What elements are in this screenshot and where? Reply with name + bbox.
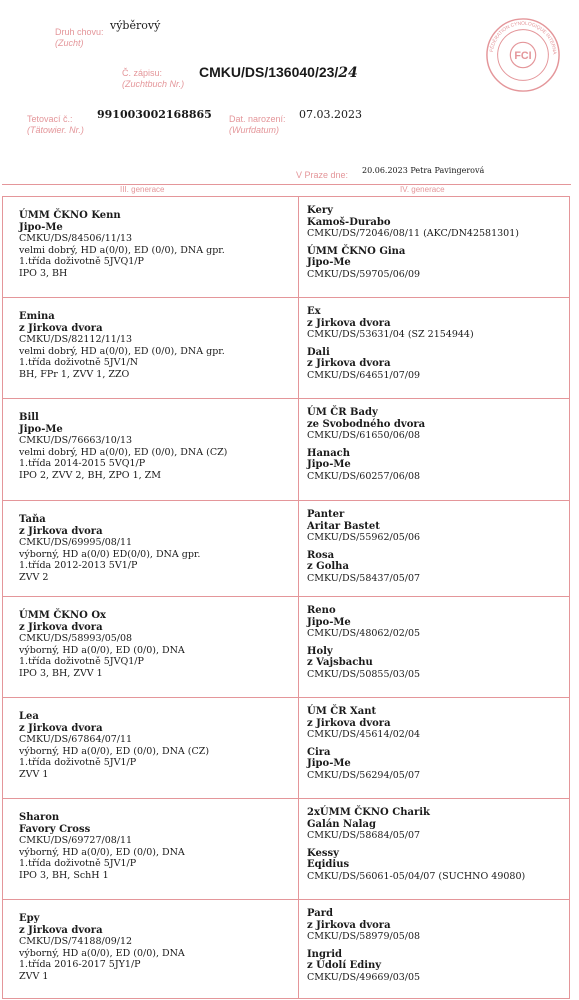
ancestor-entry (307, 306, 474, 341)
dog-detail: výborný, HD a(0/0), ED (0/0), DNA (CZ) (19, 745, 210, 757)
dog-detail: velmi dobrý, HD a(0/0), ED (0/0), DNA gpr. (19, 345, 225, 357)
dog-name: Kery (307, 205, 333, 216)
kennel-name: Aritar Bastet (307, 520, 380, 532)
dog-detail: 1.třída doživotně 5JV1/P (19, 858, 137, 869)
dog-detail: IPO 3, BH, SchH 1 (19, 869, 109, 881)
dog-detail: výborný, HD a(0/0), ED (0/0), DNA (19, 644, 185, 656)
dog-detail: IPO 3, BH (19, 267, 68, 279)
tetovaci-label: Tetovací č.: (Tätowier. Nr.) (27, 114, 84, 135)
registration-number: CMKU/DS/45614/02/04 (307, 729, 421, 740)
grid-border-left (2, 196, 3, 998)
dog-detail: IPO 2, ZVV 2, BH, ZPO 1, ZM (19, 469, 161, 481)
dog-detail: 1.třída 2012-2013 5V1/P (19, 560, 138, 571)
registration-number: CMKU/DS/56061-05/04/07 (SUCHNO 49080) (307, 870, 526, 882)
registration-number: CMKU/DS/50855/03/05 (307, 668, 421, 680)
praha-value: 20.06.2023 Petra Pavingerová (362, 166, 485, 175)
kennel-name: z Jirkova dvora (19, 621, 103, 633)
ancestor-entry (307, 605, 420, 640)
dog-name: Dali (307, 346, 330, 358)
dog-detail: CMKU/DS/67864/07/11 (19, 734, 133, 745)
ancestor-entry (307, 509, 420, 544)
kennel-name: Jipo-Me (19, 423, 63, 435)
dog-name: Epy (19, 913, 40, 924)
dog-name: Hanach (307, 447, 351, 459)
kennel-name: z Jirkova dvora (307, 919, 391, 931)
registration-number: CMKU/DS/48062/02/05 (307, 628, 421, 639)
registration-number: CMKU/DS/58437/05/07 (307, 572, 421, 584)
dog-detail: 1.třída doživotně 5JVQ1/P (19, 256, 144, 267)
kennel-name: z Jirkova dvora (19, 924, 103, 936)
ancestor-entry (307, 848, 525, 883)
registration-number: CMKU/DS/58684/05/07 (307, 830, 421, 841)
kennel-name: ze Svobodného dvora (307, 418, 426, 430)
ancestor-entry (307, 908, 420, 943)
gen3-cell (19, 812, 185, 881)
dog-name: 2xÚMM ČKNO Charik (307, 807, 430, 818)
dog-name: Lea (19, 711, 39, 722)
dog-name: Rosa (307, 549, 335, 561)
kennel-name: z Vajsbachu (307, 657, 373, 668)
zapis-value: CMKU/DS/136040/23/24 (199, 64, 358, 81)
logo-text: FCI (514, 49, 532, 62)
kennel-name: Jipo-Me (307, 758, 351, 769)
narozeni-value: 07.03.2023 (299, 108, 362, 121)
dog-detail: velmi dobrý, HD a(0/0), ED (0/0), DNA gpr. (19, 244, 225, 256)
row-divider (2, 596, 570, 597)
kennel-name: z Golha (307, 561, 349, 572)
dog-name: Bill (19, 412, 39, 423)
gen3-cell (19, 514, 200, 583)
dog-detail: CMKU/DS/69995/08/11 (19, 537, 133, 548)
kennel-name: z Jirkova dvora (19, 722, 103, 734)
kennel-name: Jipo-Me (307, 257, 351, 268)
registration-number: CMKU/DS/72046/08/11 (AKC/DN42581301) (307, 228, 519, 239)
header-top-rule (2, 184, 571, 185)
gen3-heading: III. generace (120, 185, 165, 194)
kennel-name: z Jirkova dvora (307, 317, 391, 329)
tetovaci-value: 991003002168865 (97, 108, 212, 121)
dog-detail: IPO 3, BH, ZVV 1 (19, 667, 103, 679)
dog-name: Taňa (19, 514, 46, 525)
dog-detail: 1.třída 2016-2017 5JY1/P (19, 959, 141, 970)
registration-number: CMKU/DS/58979/05/08 (307, 931, 421, 942)
kennel-name: Kamoš-Durabo (307, 216, 391, 228)
kennel-name: Jipo-Me (19, 221, 63, 233)
gen4-cell (307, 605, 420, 680)
row-divider (2, 798, 570, 799)
dog-name: Panter (307, 509, 345, 520)
gen4-heading: IV. generace (400, 185, 445, 194)
dog-name: Sharon (19, 812, 60, 823)
grid-divider (298, 196, 299, 998)
gen4-cell (307, 205, 519, 280)
grid-border-right (569, 196, 570, 998)
dog-detail: CMKU/DS/84506/11/13 (19, 233, 133, 244)
registration-number: CMKU/DS/61650/06/08 (307, 430, 421, 441)
dog-name: ÚM ČR Xant (307, 706, 377, 717)
dog-detail: ZVV 1 (19, 970, 49, 982)
zapis-label: Č. zápisu: (Zuchtbuch Nr.) (122, 68, 185, 89)
gen3-cell (19, 913, 185, 982)
narozeni-label: Dat. narození: (Wurfdatum) (229, 114, 286, 135)
kennel-name: z Jirkova dvora (19, 525, 103, 537)
dog-detail: ZVV 2 (19, 571, 49, 583)
registration-number: CMKU/DS/49669/03/05 (307, 971, 421, 983)
dog-detail: CMKU/DS/82112/11/13 (19, 334, 133, 345)
ancestor-entry (307, 807, 525, 842)
gen3-cell (19, 210, 225, 279)
row-divider (2, 998, 570, 999)
dog-name: ÚMM ČKNO Ox (19, 610, 106, 621)
registration-number: CMKU/DS/60257/06/08 (307, 470, 421, 482)
dog-name: Reno (307, 605, 336, 616)
gen3-cell (19, 711, 209, 780)
registration-number: CMKU/DS/53631/04 (SZ 2154944) (307, 329, 474, 340)
gen4-cell (307, 306, 474, 381)
row-divider (2, 398, 570, 399)
gen4-cell (307, 807, 525, 882)
gen3-cell (19, 412, 227, 481)
dog-detail: výborný, HD a(0/0), ED (0/0), DNA (19, 846, 185, 858)
kennel-name: z Údolí Ediny (307, 960, 382, 971)
dog-name: Ingrid (307, 948, 342, 960)
dog-detail: ZVV 1 (19, 768, 49, 780)
registration-number: CMKU/DS/56294/05/07 (307, 769, 421, 781)
dog-detail: CMKU/DS/74188/09/12 (19, 936, 133, 947)
dog-detail: CMKU/DS/76663/10/13 (19, 435, 133, 446)
ancestor-entry (307, 246, 519, 281)
gen3-cell (19, 610, 185, 679)
ancestor-entry (307, 205, 519, 240)
kennel-name: Galán Nalag (307, 818, 376, 830)
ancestor-entry (307, 646, 420, 681)
dog-name: Cira (307, 746, 331, 758)
row-divider (2, 196, 570, 197)
kennel-name: z Jirkova dvora (307, 358, 391, 369)
handwritten-number: 24 (338, 65, 358, 81)
ancestor-entry (307, 347, 474, 382)
gen4-cell (307, 908, 420, 983)
dog-detail: 1.třída 2014-2015 5VQ1/P (19, 458, 146, 469)
kennel-name: z Jirkova dvora (19, 322, 103, 334)
gen4-cell (307, 509, 420, 584)
dog-detail: BH, FPr 1, ZVV 1, ZZO (19, 368, 130, 380)
registration-number: CMKU/DS/59705/06/09 (307, 268, 421, 280)
dog-name: ÚM ČR Bady (307, 407, 378, 418)
registration-number: CMKU/DS/64651/07/09 (307, 369, 421, 381)
druh-chovu-value: výběrový (110, 19, 161, 32)
dog-detail: CMKU/DS/58993/05/08 (19, 633, 133, 644)
registration-number: CMKU/DS/55962/05/06 (307, 532, 421, 543)
gen3-cell (19, 311, 225, 380)
logo-ring-text: FÉDÉRATION CYNOLOGIQUE INTERNA (489, 21, 557, 55)
row-divider (2, 500, 570, 501)
ancestor-entry (307, 550, 420, 585)
kennel-name: z Jirkova dvora (307, 717, 391, 729)
row-divider (2, 899, 570, 900)
dog-detail: 1.třída doživotně 5JVQ1/P (19, 656, 144, 667)
dog-name: ÚMM ČKNO Gina (307, 245, 406, 257)
dog-detail: výborný, HD a(0/0) ED(0/0), DNA gpr. (19, 548, 201, 560)
kennel-name: Jipo-Me (307, 459, 351, 470)
dog-name: Kessy (307, 847, 339, 859)
dog-detail: velmi dobrý, HD a(0/0), ED (0/0), DNA (CZ) (19, 446, 228, 458)
ancestor-entry (307, 706, 420, 741)
druh-chovu-label: Druh chovu: (Zucht) (55, 27, 104, 48)
kennel-name: Jipo-Me (307, 616, 351, 628)
dog-detail: výborný, HD a(0/0), ED (0/0), DNA (19, 947, 185, 959)
praha-label: V Praze dne: (296, 170, 349, 180)
ancestor-entry (307, 407, 425, 442)
row-divider (2, 297, 570, 298)
ancestor-entry (307, 448, 425, 483)
dog-name: Emina (19, 311, 55, 322)
dog-detail: 1.třída doživotně 5JV1/N (19, 357, 139, 368)
kennel-name: Eqidius (307, 859, 350, 870)
dog-name: Pard (307, 908, 333, 919)
dog-name: ÚMM ČKNO Kenn (19, 210, 121, 221)
dog-name: Holy (307, 645, 333, 657)
dog-detail: CMKU/DS/69727/08/11 (19, 835, 133, 846)
kennel-name: Favory Cross (19, 823, 91, 835)
row-divider (2, 697, 570, 698)
dog-detail: 1.třída doživotně 5JV1/P (19, 757, 137, 768)
dog-name: Ex (307, 306, 321, 317)
gen4-cell (307, 706, 420, 781)
gen4-cell (307, 407, 425, 482)
fci-logo (484, 16, 562, 94)
ancestor-entry (307, 949, 420, 984)
ancestor-entry (307, 747, 420, 782)
